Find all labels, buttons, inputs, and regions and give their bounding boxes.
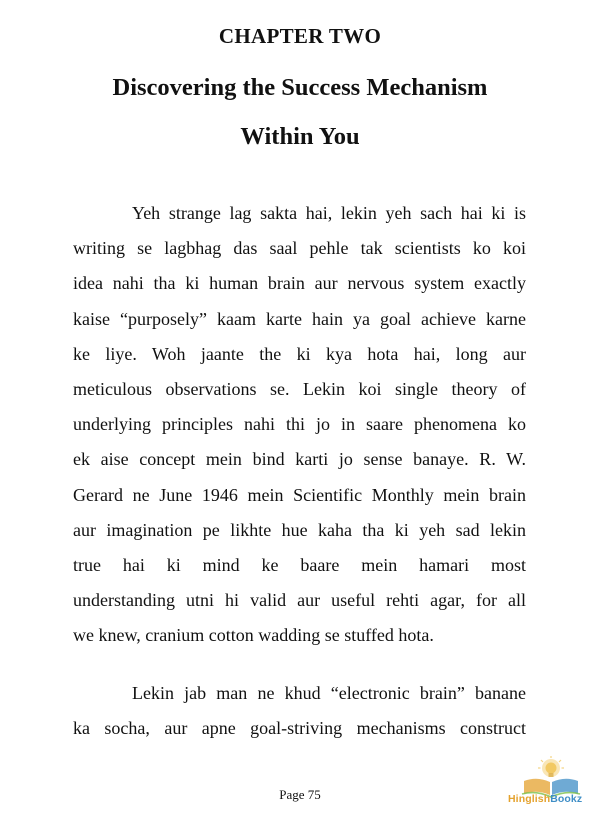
text-line: we knew, cranium cotton wadding se stuffed hota. xyxy=(73,625,434,646)
publisher-logo-text xyxy=(508,793,582,805)
text-line: meticulous observations se. Lekin koi single theory of xyxy=(73,378,526,399)
text-line: writing se lagbhag das saal pehle tak scientists ko koi xyxy=(73,238,526,259)
text-line: ka socha, aur apne goal-striving mechanisms construct xyxy=(73,718,526,739)
text-line: idea nahi tha ki human brain aur nervous system exactly xyxy=(73,273,526,294)
chapter-title xyxy=(0,70,600,155)
text-line: understanding utni hi valid aur useful rehti agar, for all xyxy=(73,590,526,611)
text-line: kaise “purposely” kaam karte hain ya goal achieve karne xyxy=(73,308,526,329)
text-line: underlying principles nahi thi jo in saare phenomena ko xyxy=(73,414,526,435)
paragraph-2 xyxy=(73,676,526,746)
text-line: Gerard ne June 1946 mein Scientific Monthly mein brain xyxy=(73,484,526,505)
text-line: Yeh strange lag sakta hai, lekin yeh sach hai ki is xyxy=(132,203,526,223)
text-line: ek aise concept mein bind karti jo sense banaye. R. W. xyxy=(73,449,526,470)
logo-text-part-1: Hinglish xyxy=(508,793,551,805)
chapter-title-line-1: Discovering the Success Mechanism xyxy=(112,74,488,101)
text-line: Lekin jab man ne khud “electronic brain” banane xyxy=(132,683,526,703)
text-line: true hai ki mind ke baare mein hamari most xyxy=(73,554,526,575)
logo-text-part-2: Bookz xyxy=(550,793,583,805)
chapter-title-line-2: Within You xyxy=(240,123,360,150)
text-line: ke liye. Woh jaante the ki kya hota hai, long aur xyxy=(73,343,526,364)
page-number: Page 75 xyxy=(279,787,321,802)
chapter-label: CHAPTER TWO xyxy=(218,24,382,48)
paragraph-1 xyxy=(73,196,526,653)
text-line: aur imagination pe likhte hue kaha tha ki yeh sad lekin xyxy=(73,519,526,540)
